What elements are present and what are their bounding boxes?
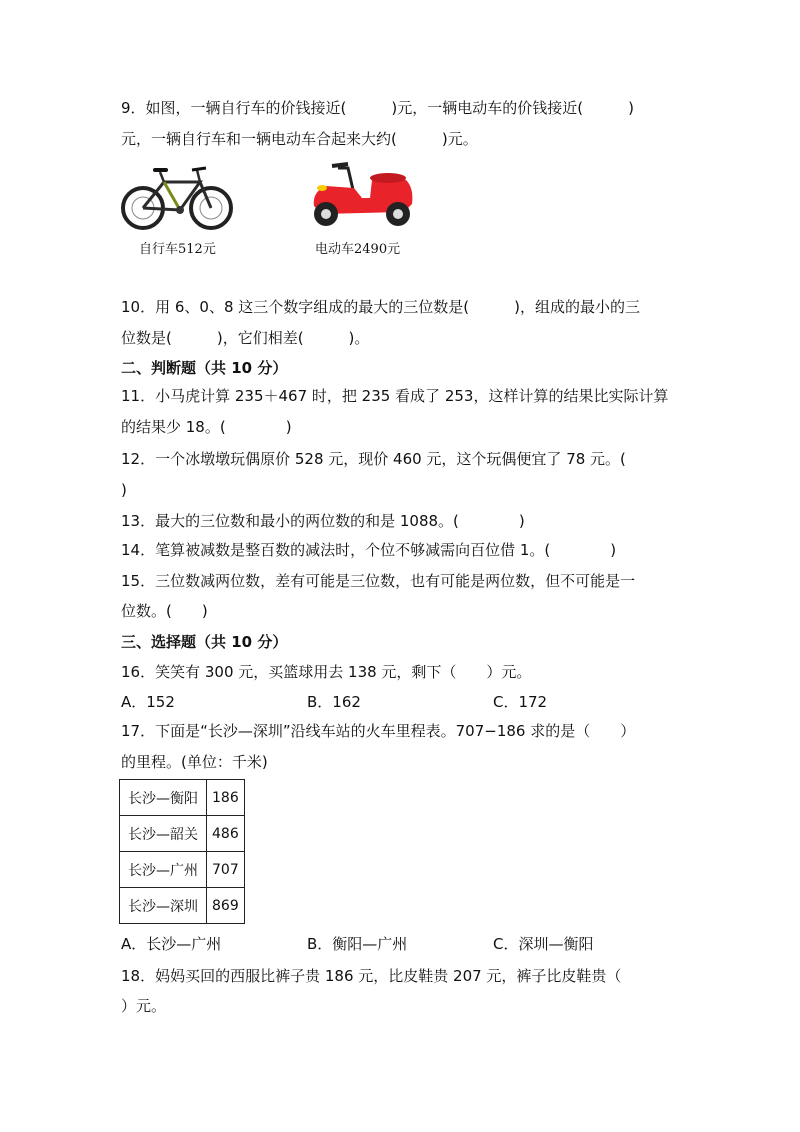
q16-option-a: A．152 [121,693,175,711]
km-cell: 486 [207,816,245,852]
q13-line1: 13．最大的三位数和最小的两位数的和是 1088。( ) [121,512,525,530]
route-cell: 长沙—衡阳 [120,780,207,816]
route-cell: 长沙—深圳 [120,888,207,924]
scooter-caption: 电动车2490元 [315,242,401,257]
q10-line2: 位数是( )，它们相差( )。 [121,329,370,347]
section-2-title: 二、判断题（共 10 分） [121,359,288,377]
table-row [120,780,245,816]
q17-option-a: A．长沙—广州 [121,935,222,953]
km-cell: 186 [207,780,245,816]
bicycle-caption: 自行车512元 [139,242,216,257]
km-cell: 707 [207,852,245,888]
mileage-table [119,779,245,924]
q14-line1: 14．笔算被减数是整百数的减法时，个位不够减需向百位借 1。( ) [121,541,617,559]
q10-line1: 10．用 6、0、8 这三个数字组成的最大的三位数是( )，组成的最小的三 [121,298,640,316]
route-cell: 长沙—广州 [120,852,207,888]
km-cell: 869 [207,888,245,924]
table-row [120,888,245,924]
table-row [120,816,245,852]
q12-line1: 12．一个冰墩墩玩偶原价 528 元，现价 460 元，这个玩偶便宜了 78 元。( [121,450,626,468]
q12-line2: ) [121,481,127,499]
route-cell: 长沙—韶关 [120,816,207,852]
q11-line2: 的结果少 18。( ) [121,418,292,436]
q18-line1: 18．妈妈买回的西服比裤子贵 186 元，比皮鞋贵 207 元，裤子比皮鞋贵（ [121,967,622,985]
bicycle-icon [120,162,236,232]
q9-line2: 元，一辆自行车和一辆电动车合起来大约( )元。 [121,130,478,148]
q15-line2: 位数。( ) [121,602,208,620]
scooter-icon [308,158,416,232]
table-row [120,852,245,888]
q17-option-b: B．衡阳—广州 [307,935,408,953]
q15-line1: 15．三位数减两位数，差有可能是三位数，也有可能是两位数，但不可能是一 [121,572,636,590]
q16-line1: 16．笑笑有 300 元，买篮球用去 138 元，剩下（ ）元。 [121,663,532,681]
q16-option-b: B．162 [307,693,361,711]
q9-line1: 9．如图，一辆自行车的价钱接近( )元，一辆电动车的价钱接近( ) [121,99,634,117]
section-3-title: 三、选择题（共 10 分） [121,633,288,651]
q11-line1: 11．小马虎计算 235＋467 时，把 235 看成了 253，这样计算的结果比实际计算 [121,387,669,405]
q18-line2: ）元。 [121,997,167,1015]
q17-line1: 17．下面是“长沙—深圳”沿线车站的火车里程表。707−186 求的是（ ） [121,722,636,740]
q17-option-c: C．深圳—衡阳 [493,935,594,953]
q17-line2: 的里程。(单位：千米) [121,753,268,771]
q16-option-c: C．172 [493,693,548,711]
